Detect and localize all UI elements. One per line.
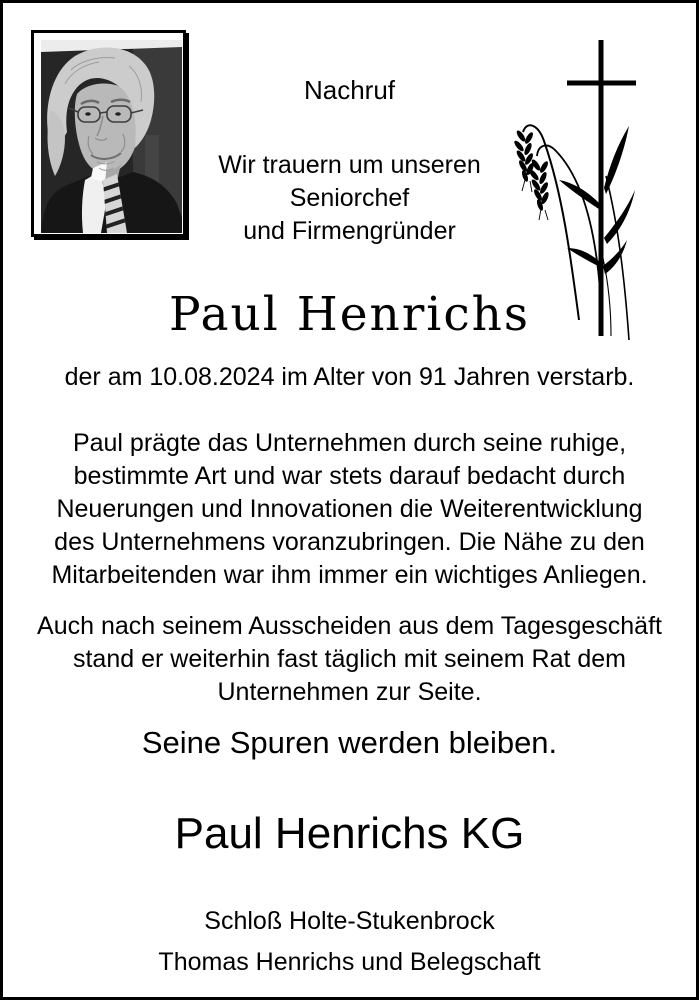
memorial-paragraph	[3, 610, 696, 709]
footer-text	[3, 901, 696, 983]
paragraph-line: Neuerungen und Innovationen die Weiterentwicklung	[56, 495, 643, 523]
memorial-paragraph	[3, 427, 696, 592]
footer-line-signatories: Thomas Henrichs und Belegschaft	[158, 948, 541, 976]
paragraph-line: Unternehmen zur Seite.	[217, 678, 482, 706]
death-date-line: der am 10.08.2024 im Alter von 91 Jahren verstarb.	[64, 363, 635, 391]
intro-line: und Firmengründer	[243, 217, 456, 245]
paragraph-line: Auch nach seinem Ausscheiden aus dem Tagesgeschäft	[37, 612, 662, 640]
footer-line-location: Schloß Holte-Stukenbrock	[204, 907, 495, 935]
intro-line: Wir trauern um unseren	[218, 151, 481, 179]
company-name: Paul Henrichs KG	[174, 809, 525, 858]
intro-line: Seniorchef	[289, 184, 410, 212]
notice-type-label: Nachruf	[303, 75, 396, 105]
paragraph-line: Mitarbeitenden war ihm immer ein wichtiges Anliegen.	[51, 561, 648, 589]
paragraph-line: bestimmte Art und war stets darauf bedacht durch	[73, 462, 626, 490]
paragraph-line: Paul prägte das Unternehmen durch seine ruhige,	[72, 429, 627, 457]
intro-text	[3, 149, 696, 248]
closing-line: Seine Spuren werden bleiben.	[141, 725, 558, 760]
deceased-name: Paul Henrichs	[168, 287, 531, 342]
paragraph-line: des Unternehmens voranzubringen. Die Nähe zu den	[54, 528, 645, 556]
paragraph-line: stand er weiterhin fast täglich mit seinem Rat dem	[72, 645, 626, 673]
